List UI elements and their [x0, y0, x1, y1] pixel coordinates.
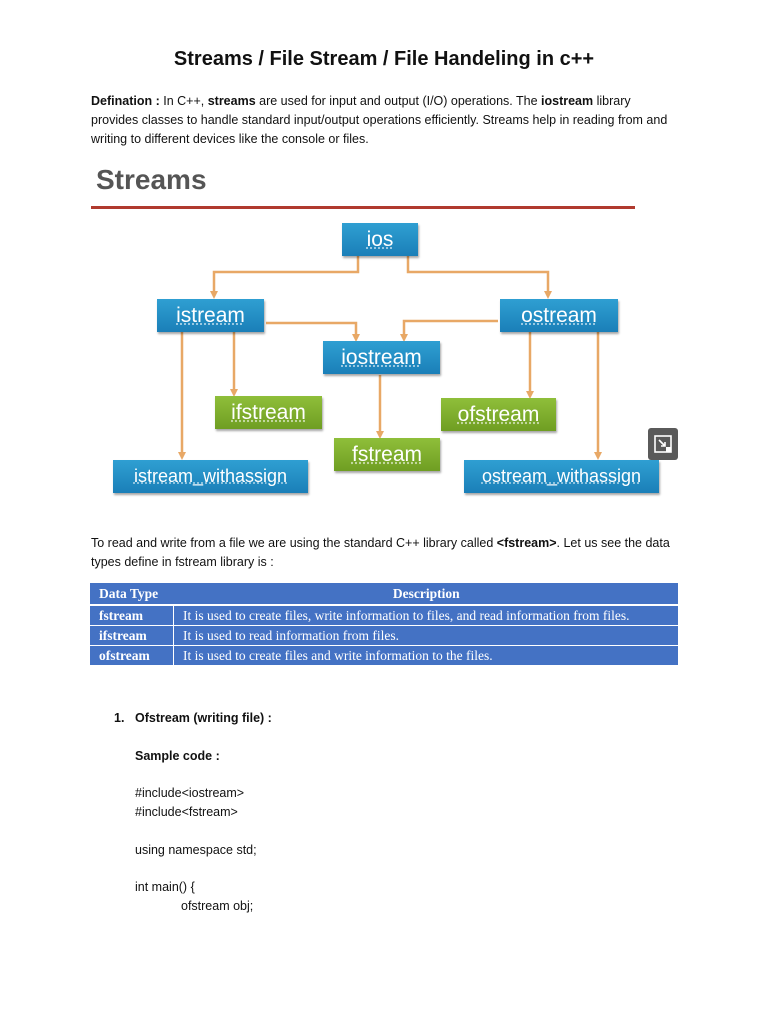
code-line: #include<fstream>	[135, 805, 238, 819]
definition-label: Defination :	[91, 94, 160, 108]
node-istream	[157, 299, 264, 332]
header-description: Description	[174, 583, 679, 605]
node-fstream	[334, 438, 440, 471]
node-ifstream-label: ifstream	[231, 400, 306, 424]
sample-code-label: Sample code :	[135, 749, 220, 763]
node-ios	[342, 223, 418, 256]
definition-bold-iostream: iostream	[541, 94, 594, 108]
definition-bold-streams: streams	[207, 94, 256, 108]
node-fstream-label: fstream	[351, 442, 422, 466]
node-iostream	[323, 341, 440, 374]
table-header-row	[90, 583, 678, 605]
definition-paragraph	[91, 92, 681, 149]
node-iostream-label: iostream	[341, 345, 422, 369]
intro-text: . Let us see the data types define in fstream library is :	[91, 536, 670, 569]
code-line: ofstream obj;	[181, 899, 254, 913]
node-ostream-withassign-label: ostream_withassign	[481, 466, 642, 486]
cell-type: fstream	[90, 605, 174, 626]
arrow-ostream-iostream	[404, 321, 498, 338]
cell-description: It is used to read information from files.	[174, 626, 679, 646]
expand-icon	[653, 434, 673, 454]
node-ostream-withassign	[464, 460, 659, 493]
node-ofstream-label: ofstream	[457, 402, 540, 426]
node-ifstream	[215, 396, 322, 429]
cell-description: It is used to create files and write information to the files.	[183, 648, 493, 663]
cell-type: ifstream	[90, 626, 174, 646]
intro-text: To read and write from a file we are using the standard C++ library called	[91, 536, 497, 550]
diagram-heading: Streams	[96, 164, 207, 195]
node-ostream	[500, 299, 618, 332]
table-row	[90, 626, 678, 646]
intro-bold-fstream: <fstream>	[496, 536, 557, 550]
node-ostream-label: ostream	[521, 303, 597, 327]
data-type-table	[90, 583, 678, 665]
table-row	[90, 605, 678, 626]
definition-text: In C++,	[159, 94, 208, 108]
section-heading	[114, 709, 272, 728]
definition-text: library provides classes to handle standard input/output operations efficiently. Streams help in reading from and writing to different devices like the console or files.	[91, 94, 668, 146]
code-line: #include<iostream>	[135, 786, 245, 800]
cell-description: It is used to create files, write information to files, and read information from files.	[174, 605, 679, 626]
intro-paragraph	[91, 534, 681, 572]
page-title: Streams / File Stream / File Handeling in c++	[173, 48, 595, 70]
arrow-ios-istream	[214, 256, 358, 295]
expand-image-button[interactable]	[648, 428, 678, 460]
node-ios-label: ios	[366, 227, 394, 251]
code-line: int main() {	[135, 880, 195, 894]
arrow-ios-ostream	[408, 256, 548, 295]
code-line: using namespace std;	[135, 843, 257, 857]
streams-diagram	[88, 160, 680, 505]
table-row	[90, 646, 678, 666]
cell-type: ofstream	[90, 646, 174, 666]
node-istream-label: istream	[176, 303, 245, 327]
node-ofstream	[441, 398, 556, 431]
node-istream-withassign-label: istream_withassign	[133, 466, 288, 486]
arrow-istream-iostream	[266, 323, 356, 338]
definition-text: are used for input and output (I/O) operations. The	[255, 94, 542, 108]
header-data-type: Data Type	[90, 583, 174, 605]
section-number: 1.	[114, 711, 125, 725]
node-istream-withassign	[113, 460, 308, 493]
section-title: Ofstream (writing file) :	[135, 711, 272, 725]
